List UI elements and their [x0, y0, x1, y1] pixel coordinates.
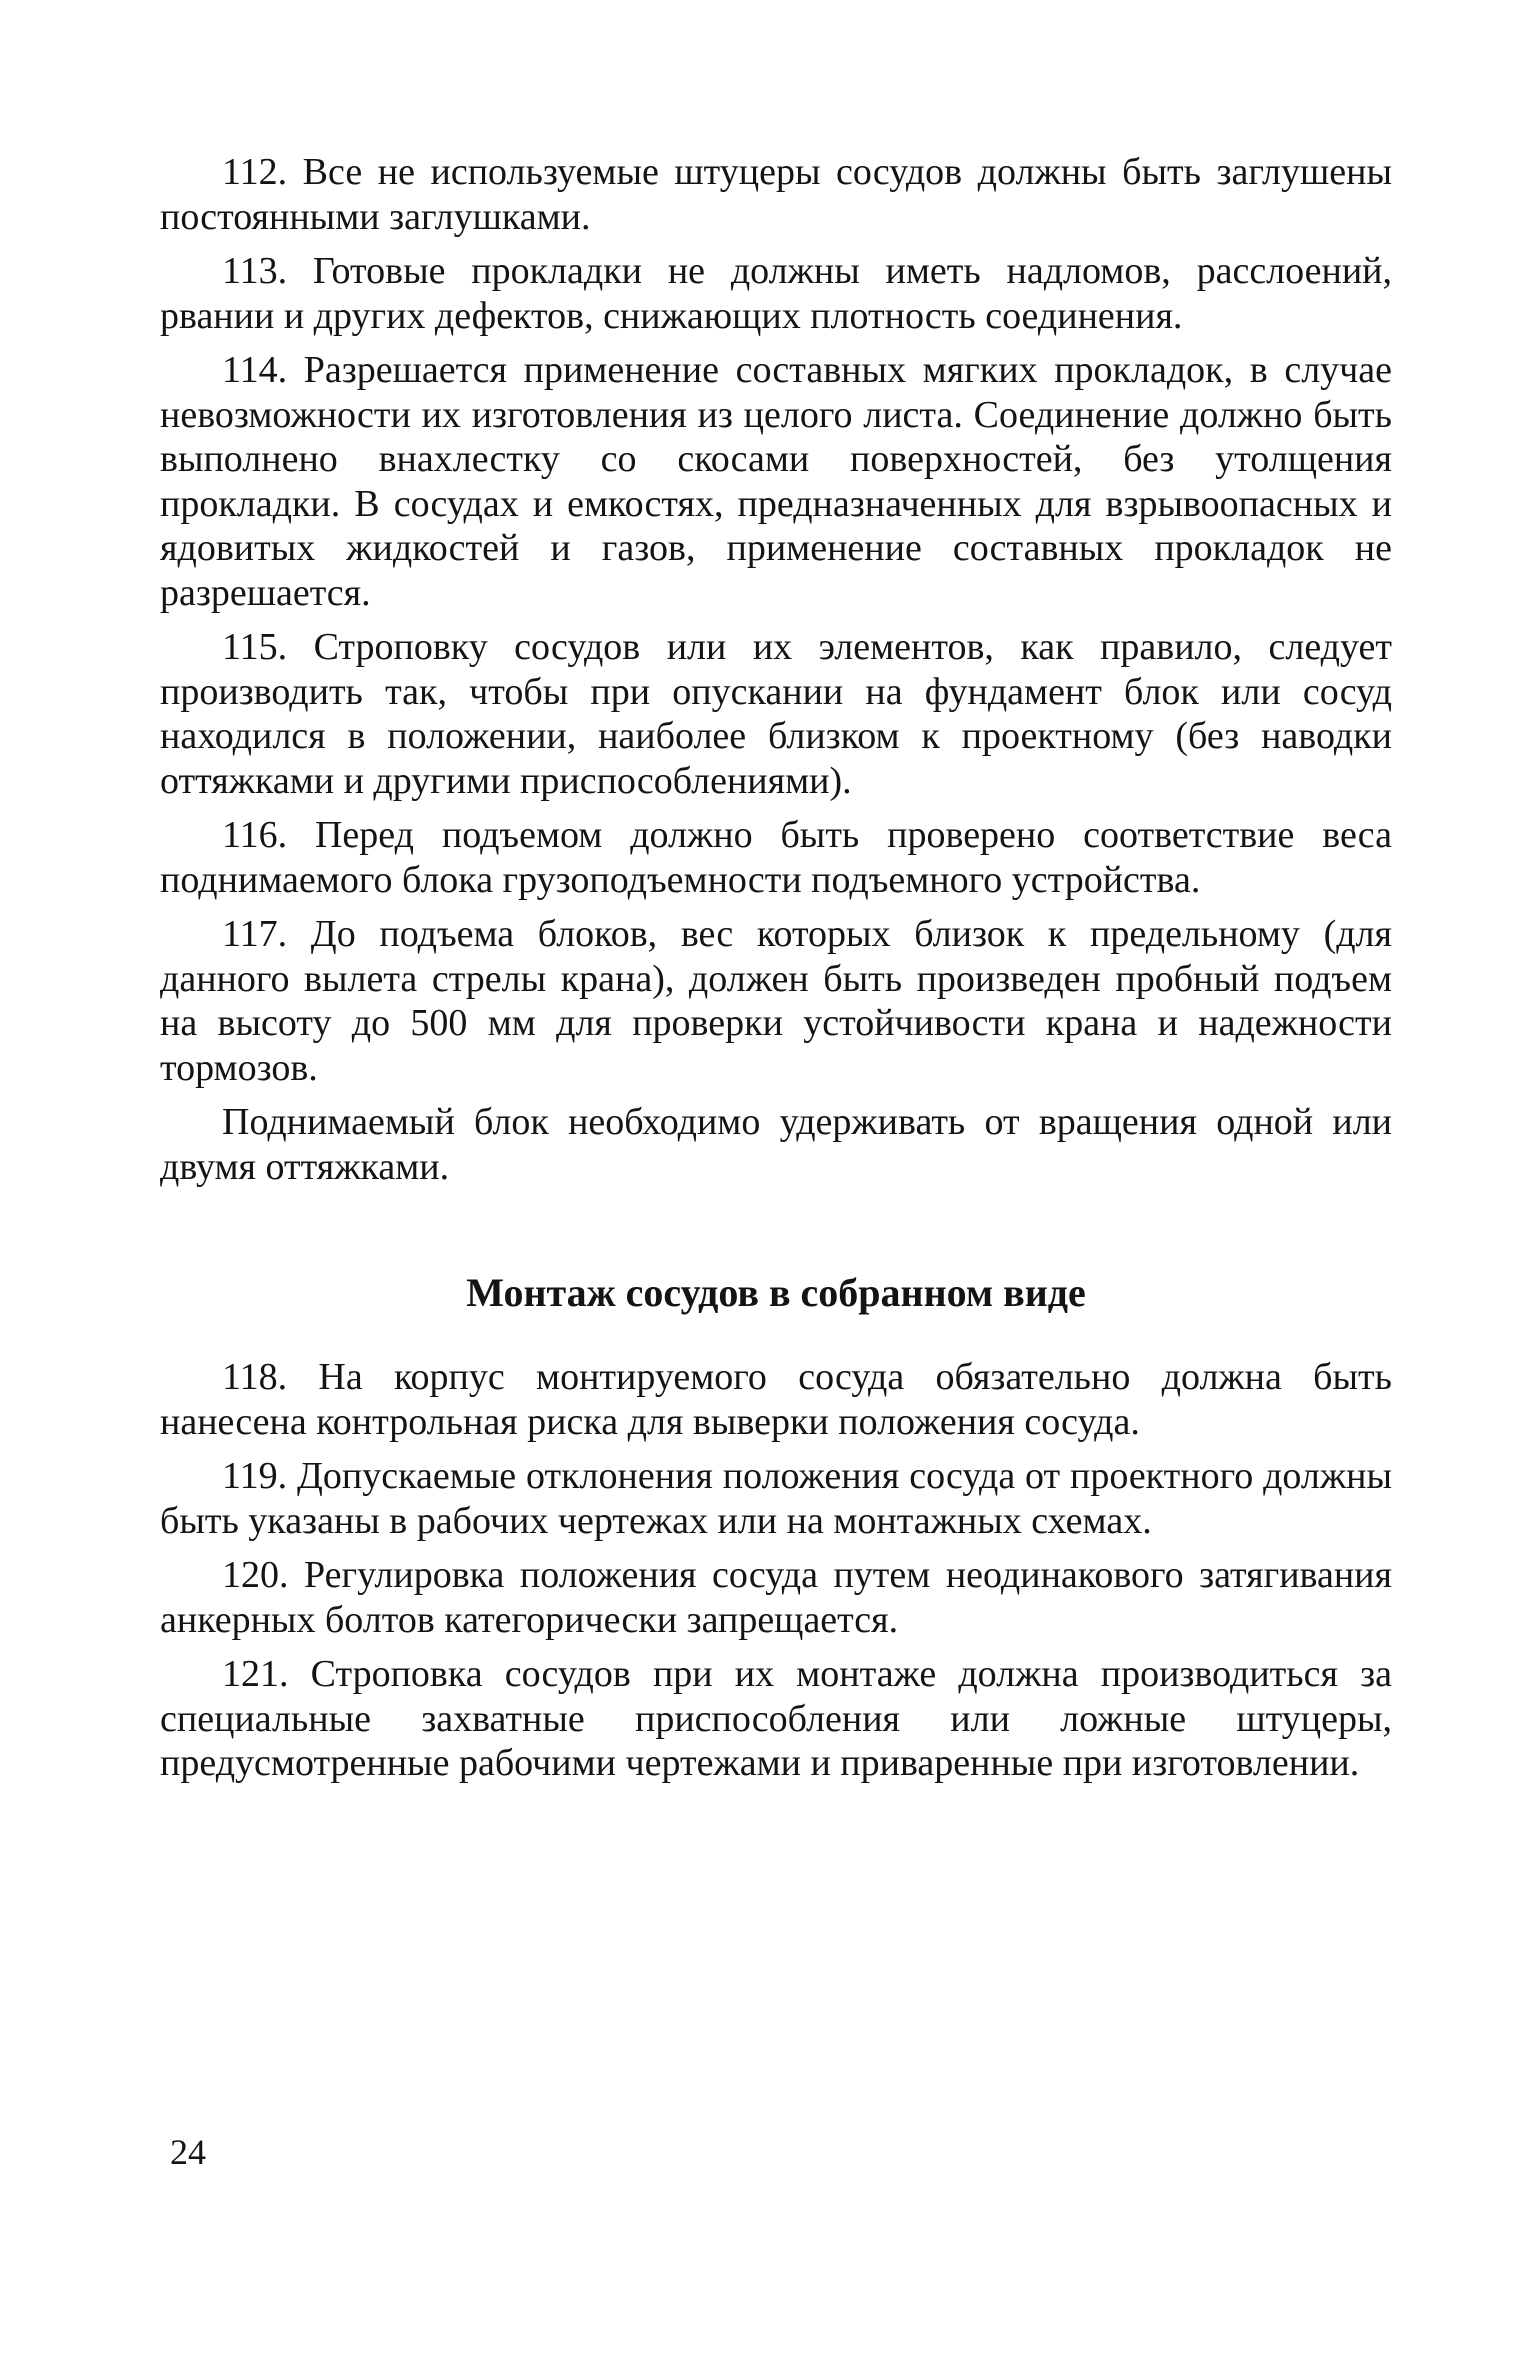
page-number: 24 [170, 2132, 206, 2172]
paragraph-116: 116. Перед подъемом должно быть проверено соответствие веса поднимаемого блока грузоподъемности подъемного устройства. [160, 814, 1392, 901]
paragraph-118: 118. На корпус монтируемого сосуда обязательно должна быть нанесена контрольная риска для выверки положения сосуда. [160, 1356, 1392, 1443]
paragraph-113: 113. Готовые прокладки не должны иметь надломов, расслоений, рвании и других дефектов, снижающих плотность соединения. [160, 250, 1392, 337]
paragraph-119: 119. Допускаемые отклонения положения сосуда от проектного должны быть указаны в рабочих чертежах или на монтажных схемах. [160, 1455, 1392, 1542]
paragraph-117: 117. До подъема блоков, вес которых близок к предельному (для данного вылета стрелы крана), должен быть произведен пробный подъем на высоту до 500 мм для проверки устойчивости крана и надежности тормозов. [160, 913, 1392, 1089]
section-heading: Монтаж сосудов в собранном виде [466, 1270, 1086, 1315]
paragraph-114: 114. Разрешается применение составных мягких прокладок, в случае невозможности их изготовления из целого листа. Соединение должно быть выполнено внахлестку со скосами поверхностей, без утолщения прокладки. В сосудах и емкостях, предназначенных для взрывоопасных и ядовитых жидкостей и газов, применение составных прокладок не разрешается. [160, 349, 1392, 614]
paragraph-117-note: Поднимаемый блок необходимо удерживать от вращения одной или двумя оттяжками. [160, 1101, 1392, 1188]
paragraph-112: 112. Все не используемые штуцеры сосудов должны быть заглушены постоянными заглушками. [160, 151, 1392, 238]
page-body [160, 150, 1392, 1796]
paragraph-120: 120. Регулировка положения сосуда путем неодинакового затягивания анкерных болтов категорически запрещается. [160, 1554, 1392, 1641]
paragraph-121: 121. Строповка сосудов при их монтаже должна производиться за специальные захватные приспособления или ложные штуцеры, предусмотренные рабочими чертежами и приваренные при изготовлении. [160, 1653, 1392, 1784]
paragraph-115: 115. Строповку сосудов или их элементов, как правило, следует производить так, чтобы при опускании на фундамент блок или сосуд находился в положении, наиболее близком к проектному (без наводки оттяжками и другими приспособлениями). [160, 626, 1392, 802]
